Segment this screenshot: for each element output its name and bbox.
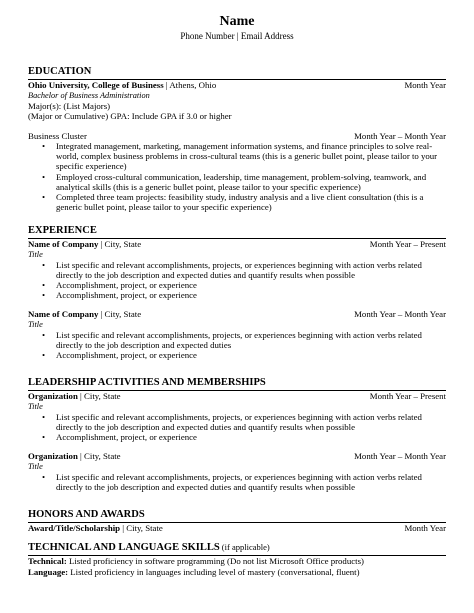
section-title	[28, 541, 446, 556]
majors: Major(s): (List Majors)	[28, 100, 111, 111]
job-bullets	[28, 330, 446, 361]
org-row	[28, 451, 446, 462]
company-location: | City, State	[98, 239, 142, 249]
list-item: • List specific and relevant accomplishments, projects, or experiences beginning with action verbs related directly to the job description and expected duties and quantify results when possible	[56, 260, 446, 280]
org-title: Title	[28, 461, 43, 471]
degree: Bachelor of Business Administration	[28, 90, 150, 100]
graduation-date: Month Year	[404, 80, 446, 90]
job-bullets	[28, 260, 446, 301]
organization-name: Organization	[28, 391, 78, 401]
org-bullets	[28, 472, 446, 492]
experience-section	[28, 225, 446, 360]
org-date: Month Year – Month Year	[354, 451, 446, 462]
company-name: Name of Company	[28, 239, 99, 249]
technical-skills	[28, 556, 446, 567]
company-name: Name of Company	[28, 309, 99, 320]
cluster-name: Business Cluster	[28, 130, 87, 141]
section-title: EXPERIENCE	[28, 225, 446, 239]
company-location: | City, State	[98, 309, 142, 320]
school-location: | Athens, Ohio	[163, 80, 217, 90]
list-item: • Accomplishment, project, or experience	[56, 432, 446, 442]
skills-note: (if applicable)	[219, 542, 270, 552]
language-label: Language:	[28, 566, 69, 577]
job-date: Month Year – Month Year	[354, 309, 446, 320]
applicant-name: Name	[219, 14, 255, 29]
list-item: • List specific and relevant accomplishments, projects, or experiences beginning with action verbs related directly to the job description and expected duties	[56, 330, 446, 350]
org-row	[28, 391, 446, 402]
award-name: Award/Title/Scholarship	[28, 523, 121, 533]
organization-name: Organization	[28, 451, 78, 462]
language-text: Listed proficiency in languages including level of mastery (conversational, fluent)	[68, 566, 360, 577]
gpa: (Major or Cumulative) GPA: Include GPA if 3.0 or higher	[28, 111, 232, 121]
skills-section	[28, 541, 446, 577]
cluster-date: Month Year – Month Year	[354, 130, 446, 141]
award-row	[28, 523, 446, 534]
education-section	[28, 66, 446, 212]
cluster-row	[28, 131, 446, 142]
award-date: Month Year	[404, 523, 446, 533]
cluster-bullets	[28, 141, 446, 212]
list-item: • Integrated management, marketing, management information systems, and finance principles to solve real-world, complex business problems in cross-cultural teams (this is a generic bullet point, please tailor to your specific experience)	[56, 141, 446, 172]
language-skills	[28, 567, 446, 578]
org-bullets	[28, 412, 446, 443]
honors-section	[28, 509, 446, 534]
list-item: • Employed cross-cultural communication, leadership, time management, problem-solving, teamwork, and analytical skills (this is a generic bullet point, please tailor to your specific experience)	[56, 172, 446, 192]
list-item: • Completed three team projects: feasibility study, industry analysis and a live client consultation (this is a generic bullet point, please tailor to your specific experience)	[56, 192, 446, 212]
leadership-section	[28, 377, 446, 492]
job-row	[28, 239, 446, 250]
school-name: Ohio University, College of Business	[28, 80, 164, 90]
contact-info: Phone Number | Email Address	[180, 31, 294, 41]
list-item: • List specific and relevant accomplishments, projects, or experiences beginning with action verbs related directly to the job description and expected duties and quantify results when possible	[56, 472, 446, 492]
job-title: Title	[28, 319, 43, 329]
skills-title: TECHNICAL AND LANGUAGE SKILLS	[28, 542, 220, 553]
resume-header	[0, 0, 474, 42]
list-item: • Accomplishment, project, or experience	[56, 280, 446, 290]
school-row	[28, 80, 446, 91]
technical-text: Listed proficiency in software programming (Do not list Microsoft Office products)	[66, 556, 364, 566]
job-title: Title	[28, 249, 43, 259]
job-row	[28, 309, 446, 320]
list-item: • Accomplishment, project, or experience	[56, 290, 446, 300]
org-title: Title	[28, 401, 43, 411]
list-item: • Accomplishment, project, or experience	[56, 350, 446, 360]
section-title: HONORS AND AWARDS	[28, 509, 446, 523]
org-date: Month Year – Present	[369, 391, 446, 401]
award-location: | City, State	[120, 523, 163, 533]
list-item: • List specific and relevant accomplishments, projects, or experiences beginning with action verbs related directly to the job description and expected duties and quantify results when possible	[56, 412, 446, 432]
organization-location: | City, State	[77, 451, 121, 462]
technical-label: Technical:	[28, 556, 67, 566]
organization-location: | City, State	[77, 391, 121, 401]
section-title: LEADERSHIP ACTIVITIES AND MEMBERSHIPS	[28, 377, 446, 391]
section-title: EDUCATION	[28, 66, 446, 80]
job-date: Month Year – Present	[369, 239, 446, 249]
